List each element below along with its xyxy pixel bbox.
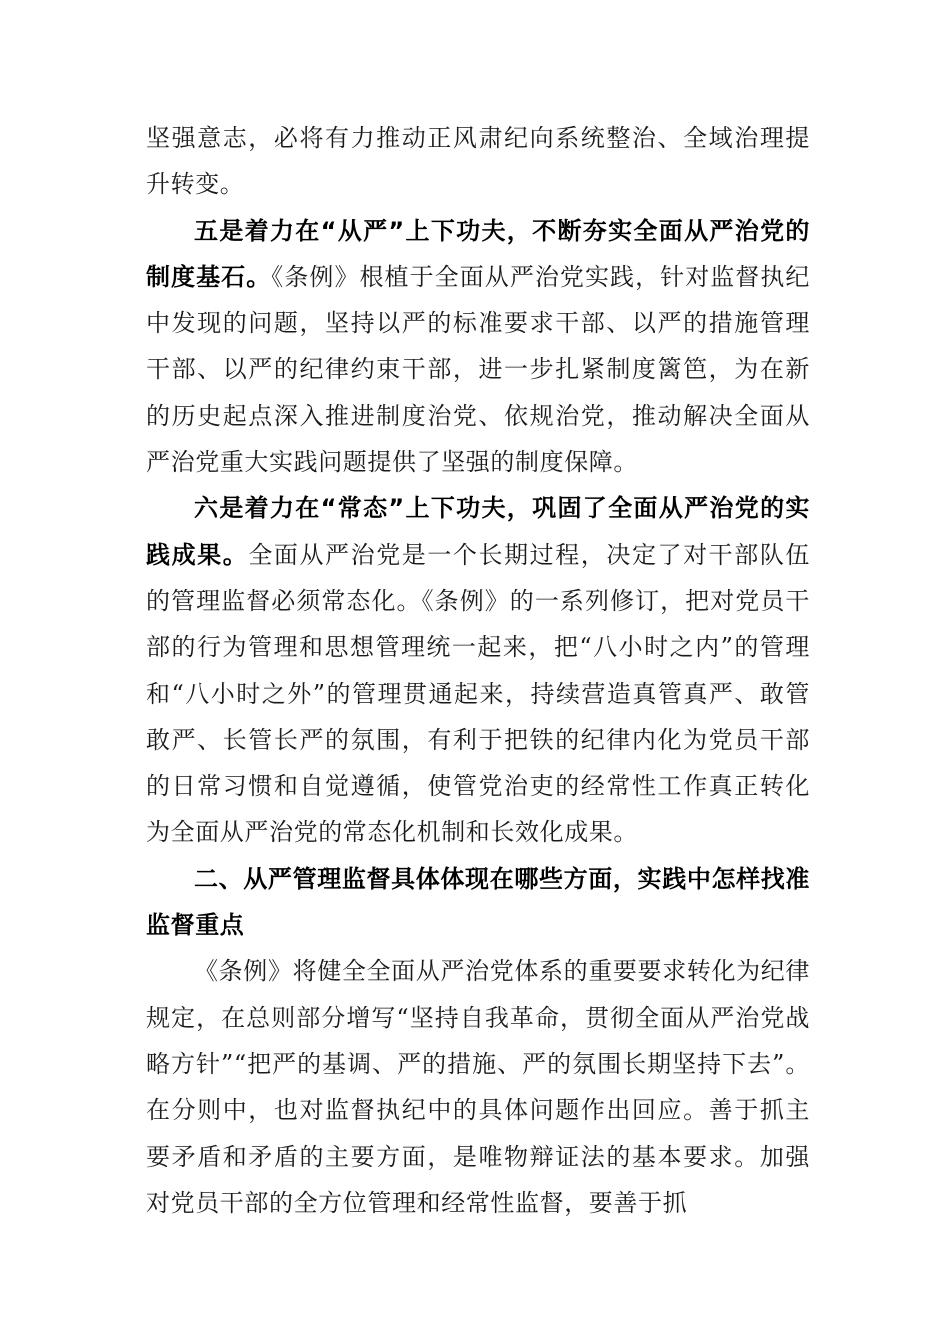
paragraph-six bbox=[146, 485, 810, 855]
document-body bbox=[146, 115, 810, 1226]
paragraph-body: 全面从严治党是一个长期过程，决定了对干部队伍的管理监督必须常态化。《条例》的一系列修订，把对党员干部的行为管理和思想管理统一起来，把“八小时之内”的管理和“八小时之外”的管理贯通起来，持续营造真管真严、敢管敢严、长管长严的氛围，有利于把铁的纪律内化为党员干部的日常习惯和自觉遵循，使管党治吏的经常性工作真正转化为全面从严治党的常态化机制和长效化成果。 bbox=[146, 540, 810, 847]
paragraph-five bbox=[146, 208, 810, 486]
paragraph-continuation bbox=[146, 115, 810, 208]
paragraph-body: 《条例》根植于全面从严治党实践，针对监督执纪中发现的问题，坚持以严的标准要求干部、以严的措施管理干部、以严的纪律约束干部，进一步扎紧制度篱笆，为在新的历史起点深入推进制度治党、依规治党，推动解决全面从严治党重大实践问题提供了坚强的制度保障。 bbox=[146, 262, 811, 477]
closing-paragraph: 《条例》将健全全面从严治党体系的重要要求转化为纪律规定，在总则部分增写“坚持自我革命，贯彻全面从严治党战略方针”“把严的基调、严的措施、严的氛围长期坚持下去”。在分则中，也对监督执纪中的具体问题作出回应。善于抓主要矛盾和矛盾的主要方面，是唯物辩证法的基本要求。加强对党员干部的全方位管理和经常性监督，要善于抓 bbox=[146, 957, 810, 1217]
section-heading: 二、从严管理监督具体体现在哪些方面，实践中怎样找准监督重点 bbox=[146, 864, 810, 940]
paragraph-body: 坚强意志，必将有力推动正风肃纪向系统整治、全域治理提升转变。 bbox=[146, 124, 810, 199]
paragraph-lead: 六是着力在“常态”上下功夫，巩固了全面从严治党的实践成果。 bbox=[146, 494, 810, 569]
paragraph-lead: 五是着力在“从严”上下功夫，不断夯实全面从严治党的制度基石。 bbox=[146, 216, 810, 291]
